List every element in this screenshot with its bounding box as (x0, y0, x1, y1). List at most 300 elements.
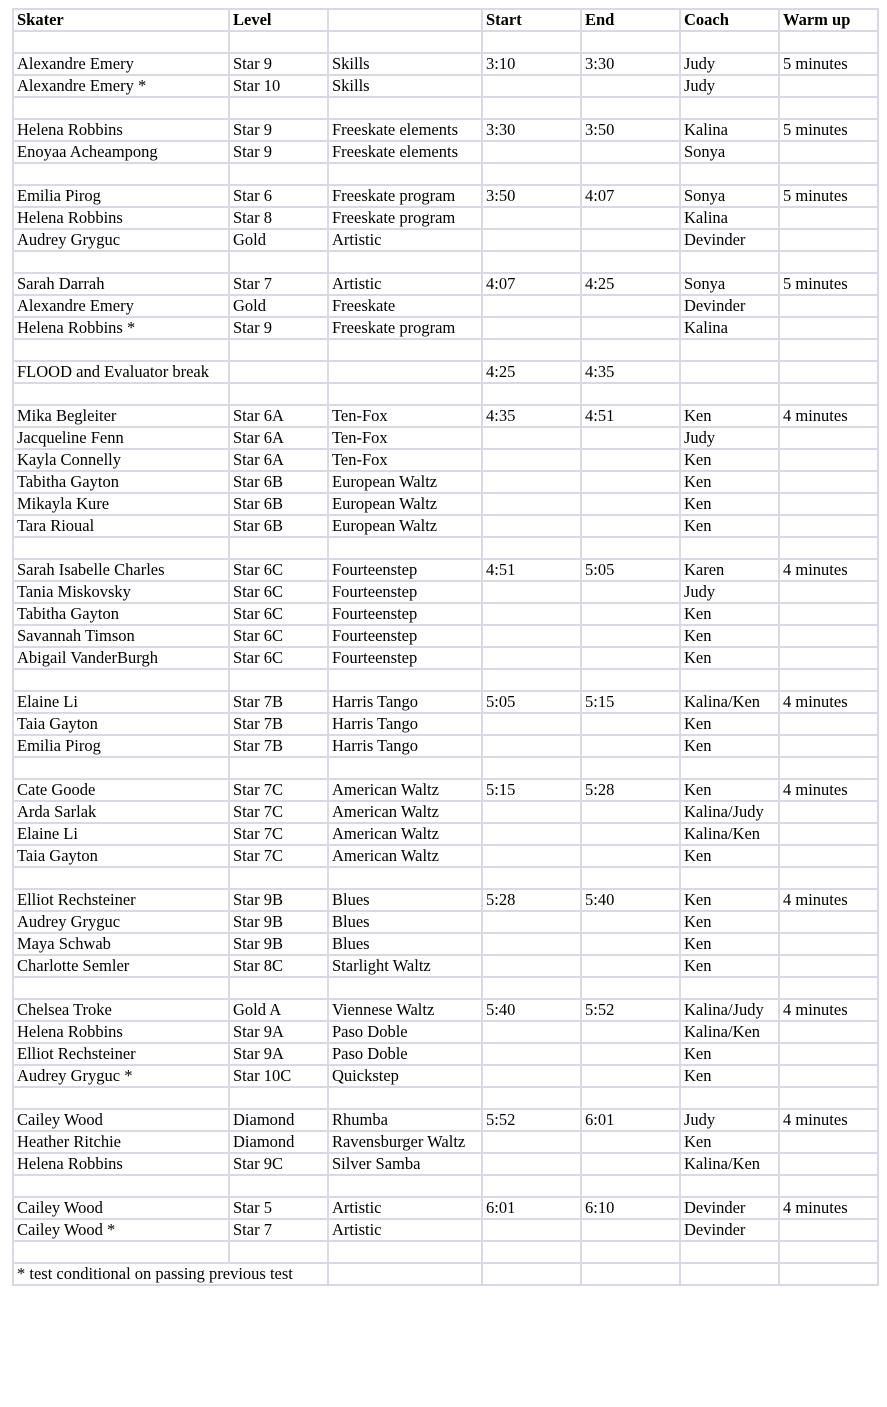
table-row (13, 647, 878, 669)
cell-start (482, 339, 581, 361)
cell-warm-up (779, 449, 878, 471)
cell-warm-up (779, 141, 878, 163)
cell-element: Fourteenstep (328, 625, 482, 647)
cell-end (581, 1021, 680, 1043)
cell-warm-up (779, 471, 878, 493)
cell-warm-up (779, 1175, 878, 1197)
cell-warm-up (779, 1263, 878, 1285)
cell-start (482, 229, 581, 251)
cell-end: 3:50 (581, 119, 680, 141)
cell-end (581, 339, 680, 361)
cell-coach: Ken (680, 515, 779, 537)
cell-level: Star 9B (229, 933, 328, 955)
cell-end (581, 647, 680, 669)
cell-skater (13, 1087, 229, 1109)
cell-end: 5:15 (581, 691, 680, 713)
cell-end (581, 757, 680, 779)
header-skater: Skater (13, 9, 229, 31)
cell-element: Freeskate program (328, 185, 482, 207)
cell-coach: Kalina/Ken (680, 823, 779, 845)
cell-end (581, 801, 680, 823)
table-row (13, 141, 878, 163)
cell-warm-up (779, 823, 878, 845)
cell-element: Blues (328, 911, 482, 933)
cell-level: Gold (229, 295, 328, 317)
cell-skater: Helena Robbins (13, 207, 229, 229)
cell-skater (13, 757, 229, 779)
cell-coach: Devinder (680, 229, 779, 251)
cell-end (581, 207, 680, 229)
cell-element: Silver Samba (328, 1153, 482, 1175)
cell-element: European Waltz (328, 471, 482, 493)
cell-level: Star 7B (229, 713, 328, 735)
cell-coach: Judy (680, 75, 779, 97)
cell-start (482, 713, 581, 735)
cell-start: 5:15 (482, 779, 581, 801)
cell-warm-up (779, 207, 878, 229)
cell-warm-up: 4 minutes (779, 1197, 878, 1219)
cell-start (482, 845, 581, 867)
table-row (13, 1043, 878, 1065)
cell-level: Star 7B (229, 691, 328, 713)
cell-end (581, 1131, 680, 1153)
cell-warm-up (779, 933, 878, 955)
cell-start (482, 1021, 581, 1043)
cell-skater: Cailey Wood (13, 1197, 229, 1219)
cell-level: Star 7C (229, 845, 328, 867)
cell-coach (680, 339, 779, 361)
cell-level (229, 163, 328, 185)
cell-start: 4:51 (482, 559, 581, 581)
cell-start (482, 295, 581, 317)
cell-start (482, 955, 581, 977)
cell-start (482, 141, 581, 163)
cell-start (482, 625, 581, 647)
table-row (13, 185, 878, 207)
cell-end (581, 383, 680, 405)
cell-end (581, 911, 680, 933)
cell-warm-up: 4 minutes (779, 405, 878, 427)
table-row (13, 471, 878, 493)
table-row (13, 405, 878, 427)
table-row (13, 823, 878, 845)
cell-coach: Kalina/Ken (680, 1153, 779, 1175)
cell-start (482, 911, 581, 933)
cell-start (482, 757, 581, 779)
cell-start (482, 1219, 581, 1241)
cell-end (581, 603, 680, 625)
cell-skater: Helena Robbins (13, 1021, 229, 1043)
cell-element: Harris Tango (328, 713, 482, 735)
cell-skater: Tara Rioual (13, 515, 229, 537)
header-element (328, 9, 482, 31)
table-row (13, 383, 878, 405)
cell-end (581, 163, 680, 185)
cell-skater: Chelsea Troke (13, 999, 229, 1021)
cell-element: Ten-Fox (328, 449, 482, 471)
table-row (13, 889, 878, 911)
table-row (13, 1021, 878, 1043)
cell-warm-up (779, 625, 878, 647)
cell-element: Harris Tango (328, 691, 482, 713)
cell-coach: Kalina/Ken (680, 1021, 779, 1043)
cell-start: 4:35 (482, 405, 581, 427)
cell-start (482, 1153, 581, 1175)
cell-warm-up: 4 minutes (779, 779, 878, 801)
cell-start (482, 603, 581, 625)
table-row (13, 515, 878, 537)
cell-end (581, 977, 680, 999)
cell-warm-up (779, 1021, 878, 1043)
cell-coach (680, 361, 779, 383)
table-row (13, 713, 878, 735)
cell-level: Star 6C (229, 559, 328, 581)
cell-warm-up (779, 647, 878, 669)
cell-coach (680, 251, 779, 273)
table-row (13, 1109, 878, 1131)
cell-end (581, 1043, 680, 1065)
table-row (13, 1153, 878, 1175)
cell-start (482, 647, 581, 669)
cell-coach: Ken (680, 603, 779, 625)
cell-skater: Elaine Li (13, 691, 229, 713)
cell-skater (13, 669, 229, 691)
table-row (13, 207, 878, 229)
cell-start (482, 977, 581, 999)
cell-skater: Emilia Pirog (13, 735, 229, 757)
cell-element: Artistic (328, 273, 482, 295)
cell-warm-up: 5 minutes (779, 53, 878, 75)
cell-coach: Ken (680, 735, 779, 757)
cell-warm-up (779, 603, 878, 625)
cell-warm-up (779, 317, 878, 339)
footnote: * test conditional on passing previous test (13, 1263, 328, 1285)
cell-coach: Kalina/Judy (680, 801, 779, 823)
cell-skater: Alexandre Emery * (13, 75, 229, 97)
table-row (13, 867, 878, 889)
cell-element (328, 669, 482, 691)
header-start: Start (482, 9, 581, 31)
cell-level: Star 5 (229, 1197, 328, 1219)
table-row (13, 53, 878, 75)
cell-skater: FLOOD and Evaluator break (13, 361, 229, 383)
cell-end (581, 1153, 680, 1175)
cell-skater: Elaine Li (13, 823, 229, 845)
cell-skater: Cailey Wood (13, 1109, 229, 1131)
cell-skater: Mikayla Kure (13, 493, 229, 515)
cell-coach: Kalina (680, 317, 779, 339)
cell-warm-up (779, 1241, 878, 1263)
cell-start (482, 1043, 581, 1065)
cell-end (581, 141, 680, 163)
table-row (13, 933, 878, 955)
cell-start (482, 427, 581, 449)
cell-warm-up (779, 1087, 878, 1109)
cell-level: Star 6B (229, 493, 328, 515)
cell-warm-up: 4 minutes (779, 999, 878, 1021)
cell-element (328, 251, 482, 273)
cell-start (482, 75, 581, 97)
cell-end (581, 625, 680, 647)
cell-warm-up (779, 1219, 878, 1241)
cell-level: Star 6A (229, 427, 328, 449)
table-row (13, 999, 878, 1021)
cell-end (581, 229, 680, 251)
table-row (13, 581, 878, 603)
cell-level: Diamond (229, 1109, 328, 1131)
cell-warm-up (779, 163, 878, 185)
cell-element: Ten-Fox (328, 427, 482, 449)
cell-element: Freeskate (328, 295, 482, 317)
cell-end: 5:40 (581, 889, 680, 911)
cell-start (482, 1263, 581, 1285)
cell-start (482, 1087, 581, 1109)
cell-skater: Taia Gayton (13, 845, 229, 867)
table-row (13, 603, 878, 625)
cell-level: Star 9A (229, 1021, 328, 1043)
cell-element (328, 1087, 482, 1109)
cell-warm-up (779, 97, 878, 119)
cell-skater (13, 977, 229, 999)
cell-level (229, 361, 328, 383)
cell-level: Star 10 (229, 75, 328, 97)
cell-element: American Waltz (328, 779, 482, 801)
cell-start (482, 493, 581, 515)
cell-warm-up (779, 867, 878, 889)
table-row (13, 559, 878, 581)
cell-coach (680, 1263, 779, 1285)
cell-level (229, 757, 328, 779)
cell-warm-up (779, 1065, 878, 1087)
cell-coach: Ken (680, 625, 779, 647)
cell-end (581, 1065, 680, 1087)
table-row (13, 779, 878, 801)
cell-start (482, 735, 581, 757)
cell-coach: Ken (680, 779, 779, 801)
cell-skater: Helena Robbins (13, 1153, 229, 1175)
cell-end (581, 581, 680, 603)
cell-level: Star 6A (229, 405, 328, 427)
cell-level (229, 97, 328, 119)
table-row (13, 229, 878, 251)
cell-end (581, 295, 680, 317)
cell-coach: Ken (680, 471, 779, 493)
table-row (13, 955, 878, 977)
cell-element: Paso Doble (328, 1021, 482, 1043)
cell-coach (680, 537, 779, 559)
header-level: Level (229, 9, 328, 31)
table-row (13, 757, 878, 779)
cell-level: Star 7C (229, 779, 328, 801)
cell-element: Freeskate program (328, 317, 482, 339)
cell-element: Fourteenstep (328, 647, 482, 669)
cell-skater: Sarah Isabelle Charles (13, 559, 229, 581)
table-row (13, 691, 878, 713)
cell-coach: Ken (680, 713, 779, 735)
cell-warm-up (779, 713, 878, 735)
cell-level: Star 7 (229, 1219, 328, 1241)
table-row (13, 361, 878, 383)
cell-coach: Sonya (680, 185, 779, 207)
table-row (13, 845, 878, 867)
cell-end (581, 845, 680, 867)
table-row (13, 1175, 878, 1197)
cell-level: Star 9B (229, 911, 328, 933)
cell-element (328, 537, 482, 559)
cell-element (328, 361, 482, 383)
cell-warm-up (779, 493, 878, 515)
cell-end (581, 1241, 680, 1263)
cell-element: American Waltz (328, 823, 482, 845)
cell-warm-up (779, 581, 878, 603)
cell-coach: Karen (680, 559, 779, 581)
cell-warm-up (779, 1043, 878, 1065)
cell-element (328, 1263, 482, 1285)
cell-level: Star 7 (229, 273, 328, 295)
cell-element (328, 339, 482, 361)
table-row (13, 339, 878, 361)
cell-start: 5:52 (482, 1109, 581, 1131)
cell-element: Ravensburger Waltz (328, 1131, 482, 1153)
cell-level: Star 6C (229, 625, 328, 647)
table-row (13, 163, 878, 185)
table-row (13, 977, 878, 999)
cell-skater (13, 97, 229, 119)
cell-element (328, 31, 482, 53)
footnote-row (13, 1263, 878, 1285)
cell-end: 5:05 (581, 559, 680, 581)
cell-end (581, 97, 680, 119)
cell-start (482, 933, 581, 955)
cell-element: Blues (328, 889, 482, 911)
cell-level (229, 1175, 328, 1197)
table-row (13, 625, 878, 647)
cell-skater: Tania Miskovsky (13, 581, 229, 603)
cell-level: Star 6C (229, 603, 328, 625)
cell-end (581, 515, 680, 537)
cell-start (482, 449, 581, 471)
cell-start (482, 251, 581, 273)
schedule-table (12, 8, 879, 1286)
cell-start: 5:40 (482, 999, 581, 1021)
cell-coach: Sonya (680, 141, 779, 163)
cell-element (328, 867, 482, 889)
cell-level (229, 977, 328, 999)
cell-warm-up (779, 75, 878, 97)
cell-level (229, 1087, 328, 1109)
cell-warm-up (779, 515, 878, 537)
cell-end: 3:30 (581, 53, 680, 75)
cell-element: American Waltz (328, 845, 482, 867)
cell-element (328, 1241, 482, 1263)
table-row (13, 97, 878, 119)
cell-level (229, 669, 328, 691)
cell-coach: Ken (680, 1043, 779, 1065)
cell-coach: Ken (680, 845, 779, 867)
cell-level: Star 6 (229, 185, 328, 207)
cell-element: Quickstep (328, 1065, 482, 1087)
cell-element: Freeskate elements (328, 119, 482, 141)
cell-element: Fourteenstep (328, 581, 482, 603)
cell-end (581, 537, 680, 559)
cell-skater: Abigail VanderBurgh (13, 647, 229, 669)
cell-start (482, 581, 581, 603)
cell-end (581, 823, 680, 845)
cell-level: Star 9C (229, 1153, 328, 1175)
cell-level (229, 383, 328, 405)
cell-end (581, 471, 680, 493)
cell-coach: Ken (680, 493, 779, 515)
cell-level (229, 339, 328, 361)
cell-skater: Helena Robbins * (13, 317, 229, 339)
cell-element: Starlight Waltz (328, 955, 482, 977)
cell-skater: Charlotte Semler (13, 955, 229, 977)
cell-end (581, 735, 680, 757)
cell-start: 5:28 (482, 889, 581, 911)
cell-level: Star 6C (229, 647, 328, 669)
cell-end: 5:52 (581, 999, 680, 1021)
cell-skater: Audrey Gryguc * (13, 1065, 229, 1087)
cell-level (229, 867, 328, 889)
cell-skater (13, 1175, 229, 1197)
cell-element: Freeskate elements (328, 141, 482, 163)
cell-warm-up: 5 minutes (779, 119, 878, 141)
cell-element (328, 1175, 482, 1197)
cell-coach: Devinder (680, 1197, 779, 1219)
cell-element: Blues (328, 933, 482, 955)
table-row (13, 493, 878, 515)
header-row (13, 9, 878, 31)
cell-coach (680, 1175, 779, 1197)
cell-warm-up (779, 977, 878, 999)
cell-end (581, 427, 680, 449)
cell-element: Fourteenstep (328, 559, 482, 581)
table-row (13, 31, 878, 53)
table-row (13, 801, 878, 823)
cell-warm-up: 4 minutes (779, 1109, 878, 1131)
cell-start (482, 163, 581, 185)
cell-coach (680, 31, 779, 53)
header-end: End (581, 9, 680, 31)
cell-element: Artistic (328, 1219, 482, 1241)
cell-end: 5:28 (581, 779, 680, 801)
cell-warm-up (779, 1131, 878, 1153)
cell-coach: Ken (680, 647, 779, 669)
table-row (13, 119, 878, 141)
cell-level (229, 251, 328, 273)
cell-end (581, 867, 680, 889)
cell-start: 4:07 (482, 273, 581, 295)
cell-start (482, 537, 581, 559)
cell-coach: Kalina/Judy (680, 999, 779, 1021)
table-row (13, 735, 878, 757)
cell-level (229, 31, 328, 53)
cell-skater: Maya Schwab (13, 933, 229, 955)
table-row (13, 1087, 878, 1109)
cell-level: Star 10C (229, 1065, 328, 1087)
cell-warm-up (779, 295, 878, 317)
cell-skater: Jacqueline Fenn (13, 427, 229, 449)
cell-skater: Audrey Gryguc (13, 911, 229, 933)
table-row (13, 537, 878, 559)
cell-element (328, 977, 482, 999)
cell-level (229, 537, 328, 559)
cell-coach: Devinder (680, 295, 779, 317)
cell-coach (680, 757, 779, 779)
cell-element: American Waltz (328, 801, 482, 823)
cell-skater: Tabitha Gayton (13, 471, 229, 493)
cell-warm-up (779, 229, 878, 251)
